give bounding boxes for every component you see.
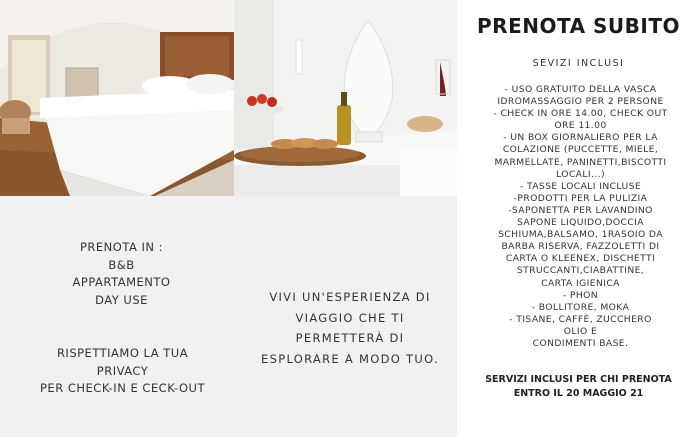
experience-line-4: ESPLORARE A MODO TUO. <box>261 351 439 366</box>
services-line: -SAPONETTA PER LAVANDINO <box>508 204 653 216</box>
services-line: COLAZIONE (PUCCETTE, MIELE, <box>502 144 659 156</box>
services-line: CONDIMENTI BASE. <box>532 337 629 349</box>
privacy-line-2: PRIVACY <box>96 363 149 378</box>
services-line: IDROMASSAGGIO PER 2 PERSONE <box>497 96 664 108</box>
booking-heading: PRENOTA IN : <box>79 240 164 254</box>
privacy-note <box>30 345 215 398</box>
services-line: LOCALI...) <box>556 168 605 180</box>
services-line: SCHIUMA,BALSAMO, 1RASOIO DA <box>498 229 663 241</box>
experience-line-3: PERMETTERÀ DI <box>295 331 405 345</box>
promo-line-1: SERVIZI INCLUSI PER CHI PRENOTA <box>485 374 672 385</box>
services-line: - TASSE LOCALI INCLUSE <box>519 180 642 192</box>
services-line: BARBA RISERVA, FAZZOLETTI DI <box>501 241 660 253</box>
services-line: OLIO E <box>563 325 598 337</box>
booking-option-apartment: APPARTAMENTO <box>72 275 171 289</box>
hotel-photos <box>0 0 457 196</box>
privacy-line-3: PER CHECK-IN E CECK-OUT <box>40 381 205 395</box>
services-line: MARMELLATE, PANINETTI,BISCOTTI <box>494 156 667 168</box>
experience-text <box>255 287 445 369</box>
services-line: - BOLLITORE, MOKA <box>531 301 630 313</box>
services-line: ORE 11.00 <box>554 120 607 132</box>
services-line: - TISANE, CAFFÈ, ZUCCHERO <box>509 313 652 325</box>
services-line: CARTA IGIENICA <box>541 277 620 289</box>
services-line: -PRODOTTI PER LA PULIZIA <box>513 192 648 204</box>
services-list <box>471 84 690 350</box>
services-line: SAPONE LIQUIDO,DOCCIA <box>517 217 644 229</box>
booking-option-day-use: DAY USE <box>95 292 148 307</box>
experience-line-1: VIVI UN'ESPERIENZA DI <box>269 290 431 304</box>
table-photo <box>234 0 457 196</box>
booking-panel <box>457 0 700 437</box>
photo-collage <box>0 0 457 196</box>
page-title: PRENOTA SUBITO <box>477 14 680 38</box>
services-line: STRUCCANTI,CIABATTINE, <box>516 265 645 277</box>
services-line: - UN BOX GIORNALIERO PER LA <box>503 132 658 144</box>
services-line: - CHECK IN ORE 14.00, CHECK OUT <box>493 108 668 120</box>
booking-options <box>54 239 189 309</box>
privacy-line-1: RISPETTIAMO LA TUA <box>56 346 189 360</box>
experience-line-2: VIAGGIO CHE TI <box>295 310 405 325</box>
booking-option-bb: B&B <box>108 257 135 272</box>
services-line: - PHON <box>562 289 599 301</box>
bedroom-photo <box>0 0 234 196</box>
promo-line-2: ENTRO IL 20 MAGGIO 21 <box>513 388 644 399</box>
promo-note <box>457 373 700 401</box>
info-panel <box>0 196 457 437</box>
services-subtitle: SEVIZI INCLUSI <box>532 58 625 69</box>
services-line: CARTA O KLEENEX, DISCHETTI <box>505 253 656 265</box>
services-line: - USO GRATUITO DELLA VASCA <box>504 84 657 95</box>
